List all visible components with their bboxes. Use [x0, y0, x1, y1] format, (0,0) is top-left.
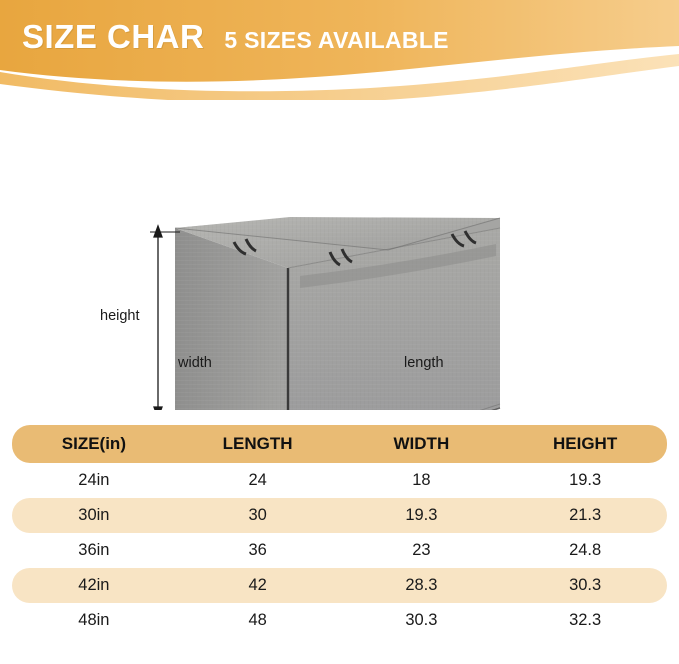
cell-height: 30.3 — [569, 576, 602, 594]
cell-size: 24in — [78, 471, 110, 489]
table-row — [12, 498, 667, 533]
column-header-width: WIDTH — [393, 434, 450, 453]
page-title: SIZE CHAR — [22, 18, 205, 55]
cell-height: 24.8 — [569, 541, 602, 559]
cell-length: 42 — [248, 576, 267, 594]
table-row — [12, 568, 667, 603]
height-label: height — [100, 308, 140, 324]
cell-width: 28.3 — [405, 576, 438, 594]
cell-width: 19.3 — [405, 506, 438, 524]
cell-length: 30 — [248, 506, 267, 524]
cell-length: 24 — [248, 471, 267, 489]
table-row — [12, 463, 667, 498]
cell-size: 42in — [78, 576, 110, 594]
column-header-size: SIZE(in) — [61, 434, 126, 453]
cell-width: 23 — [412, 541, 431, 559]
length-label: length — [404, 355, 444, 371]
cell-height: 19.3 — [569, 471, 602, 489]
product-illustration — [0, 100, 679, 410]
size-chart-table — [12, 425, 667, 638]
cell-height: 21.3 — [569, 506, 602, 524]
column-header-length: LENGTH — [222, 434, 293, 453]
cell-size: 36in — [78, 541, 110, 559]
column-header-height: HEIGHT — [553, 434, 618, 453]
header-banner — [0, 0, 679, 100]
cell-length: 48 — [248, 611, 267, 629]
table-header-row — [12, 425, 667, 463]
cell-width: 30.3 — [405, 611, 438, 629]
table-row — [12, 533, 667, 568]
cell-length: 36 — [248, 541, 267, 559]
header-title-group — [22, 18, 449, 56]
crate-cover-drawing — [0, 100, 679, 410]
cell-size: 30in — [78, 506, 110, 524]
table-row — [12, 603, 667, 638]
cell-size: 48in — [78, 611, 110, 629]
cell-height: 32.3 — [569, 611, 602, 629]
page-subtitle: 5 SIZES AVAILABLE — [224, 27, 449, 53]
width-label: width — [178, 355, 212, 371]
size-chart-table-wrapper — [12, 425, 667, 638]
cell-width: 18 — [412, 471, 431, 489]
